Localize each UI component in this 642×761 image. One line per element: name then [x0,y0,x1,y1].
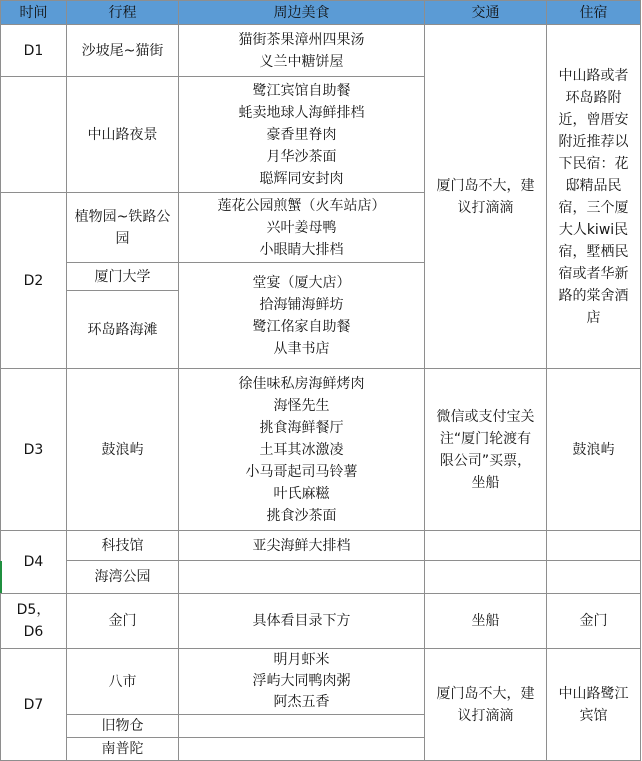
header-stay: 住宿 [547,1,641,25]
food-item: 义兰中糖饼屋 [259,53,344,70]
food-cell [179,649,425,715]
spot-cell: 南普陀 [67,738,179,761]
food-item: 鹭江佲家自助餐 [252,318,351,335]
empty-cell [179,738,425,761]
stay-cell-d1-d2: 中山路或者环岛路附近，曾厝安附近推荐以下民宿：花邸精品民宿，三个厦大人kiwi民宿，墅栖民宿或者华新路的棠舍酒店 [547,25,641,369]
transport-cell-d5-d6: 坐船 [425,594,547,649]
spot-cell: 八市 [67,649,179,715]
empty-cell [1,77,67,193]
day-cell-d7: D7 [1,649,67,761]
transport-cell-d7: 厦门岛不大，建议打滴滴 [425,649,547,761]
spot-cell: 植物园~铁路公园 [67,193,179,263]
row-d4-museum [1,531,641,561]
spot-cell: 金门 [67,594,179,649]
day-cell-d3: D3 [1,369,67,531]
empty-cell [179,561,425,594]
transport-cell-d1-d2: 厦门岛不大，建议打滴滴 [425,25,547,369]
header-transport: 交通 [425,1,547,25]
stay-cell-d5-d6: 金门 [547,594,641,649]
spot-cell: 科技馆 [67,531,179,561]
food-item: 月华沙茶面 [266,148,337,165]
food-item: 具体看目录下方 [252,613,351,629]
food-item: 蚝卖地球人海鲜排档 [238,104,365,121]
spot-cell: 沙坡尾~猫街 [67,25,179,77]
food-cell [179,193,425,263]
food-item: 土耳其冰激凌 [259,441,344,458]
stay-cell-d3: 鼓浪屿 [547,369,641,531]
spot-cell: 厦门大学 [67,263,179,291]
food-item: 莲花公园煎蟹（火车站店） [217,197,386,214]
header-row [1,1,641,25]
food-item: 徐佳味私房海鲜烤肉 [238,375,365,392]
day-cell-d4: D4 [1,531,67,594]
food-item: 猫街茶果漳州四果汤 [238,31,365,48]
food-item: 小眼睛大排档 [259,241,344,258]
header-time: 时间 [1,1,67,25]
food-cell [179,25,425,77]
food-cell [179,77,425,193]
header-food: 周边美食 [179,1,425,25]
food-item: 明月虾米 [273,652,330,668]
food-item: 叶氏麻糍 [273,485,330,502]
row-d7-bashi [1,649,641,715]
header-itinerary: 行程 [67,1,179,25]
spot-cell: 海湾公园 [67,561,179,594]
food-item: 海怪先生 [273,397,330,414]
food-cell [179,369,425,531]
spot-cell: 中山路夜景 [67,77,179,193]
row-d5-d6-kinmen [1,594,641,649]
food-cell [179,531,425,561]
empty-cell [547,561,641,594]
row-d1-shapowei [1,25,641,77]
food-cell [179,594,425,649]
row-d4-bay-park [1,561,641,594]
food-item: 挑食沙茶面 [266,507,337,524]
food-cell [179,263,425,369]
day-cell-d1: D1 [1,25,67,77]
food-item: 浮屿大同鸭肉粥 [252,673,351,689]
empty-cell [179,715,425,738]
day-cell-d5-d6: D5，D6 [1,594,67,649]
row-d3-gulangyu [1,369,641,531]
food-item: 挑食海鲜餐厅 [259,419,344,436]
row-selection-marker [0,561,2,593]
food-item: 从聿书店 [273,340,330,357]
spot-cell: 旧物仓 [67,715,179,738]
food-item: 鹭江宾馆自助餐 [252,82,351,99]
food-item: 堂宴（厦大店） [252,274,351,291]
day-cell-d2: D2 [1,193,67,369]
stay-cell-d7: 中山路鹭江宾馆 [547,649,641,761]
empty-cell [547,531,641,561]
spot-cell: 环岛路海滩 [67,291,179,369]
food-item: 阿杰五香 [273,694,330,710]
food-item: 拾海铺海鲜坊 [259,296,344,313]
transport-cell-d3: 微信或支付宝关注“厦门轮渡有限公司”买票，坐船 [425,369,547,531]
food-item: 兴叶姜母鸭 [266,219,337,236]
food-item: 亚尖海鲜大排档 [252,537,351,554]
empty-cell [425,531,547,561]
food-item: 豪香里脊肉 [266,126,337,143]
empty-cell [425,561,547,594]
food-item: 聪辉同安封肉 [259,170,344,187]
spot-cell: 鼓浪屿 [67,369,179,531]
food-item: 小马哥起司马铃薯 [245,463,358,480]
